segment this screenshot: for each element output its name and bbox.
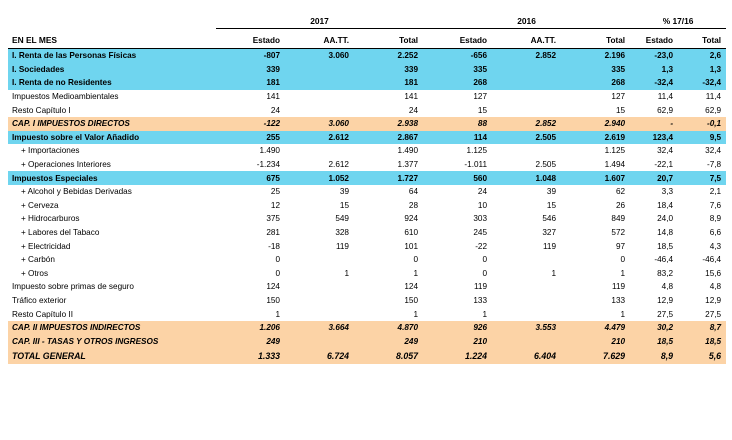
table-row <box>8 253 726 267</box>
cell-2017-total: 1.377 <box>354 158 423 172</box>
row-label: Impuestos Medioambientales <box>8 90 216 104</box>
row-label: Impuestos Especiales <box>8 171 216 185</box>
header-columns-row <box>8 29 726 49</box>
cell-2016-estado: -656 <box>423 49 492 63</box>
cell-2017-estado: 141 <box>216 90 285 104</box>
cell-2016-estado: 10 <box>423 199 492 213</box>
cell-2017-estado: 281 <box>216 226 285 240</box>
cell-2017-aatt <box>285 253 354 267</box>
header-year-row <box>8 8 726 29</box>
cell-2017-estado: 249 <box>216 334 285 348</box>
table-row <box>8 280 726 294</box>
cell-2017-total: 141 <box>354 90 423 104</box>
cell-pct-estado: 18,5 <box>630 334 678 348</box>
table-row <box>8 321 726 335</box>
cell-pct-estado: 11,4 <box>630 90 678 104</box>
cell-2016-total: 335 <box>561 63 630 77</box>
cell-2016-estado: -1.011 <box>423 158 492 172</box>
cell-2016-total: 26 <box>561 199 630 213</box>
cell-2016-aatt <box>492 307 561 321</box>
cell-2016-aatt: 3.553 <box>492 321 561 335</box>
cell-pct-total: 9,5 <box>678 131 726 145</box>
cell-2017-aatt <box>285 334 354 348</box>
cell-2017-estado: 1.206 <box>216 321 285 335</box>
cell-pct-total: 7,6 <box>678 199 726 213</box>
cell-pct-total: 8,7 <box>678 321 726 335</box>
cell-2017-estado: 375 <box>216 212 285 226</box>
header-year-blank <box>8 8 216 29</box>
table-body <box>8 49 726 365</box>
cell-2017-total: 0 <box>354 253 423 267</box>
cell-pct-total: 1,3 <box>678 63 726 77</box>
cell-2016-estado: 119 <box>423 280 492 294</box>
row-label: + Alcohol y Bebidas Derivadas <box>8 185 216 199</box>
cell-2016-total: 119 <box>561 280 630 294</box>
table-row <box>8 226 726 240</box>
cell-2017-total: 1.727 <box>354 171 423 185</box>
cell-2017-aatt: 15 <box>285 199 354 213</box>
cell-pct-estado: 14,8 <box>630 226 678 240</box>
table-row <box>8 90 726 104</box>
row-label: CAP. II IMPUESTOS INDIRECTOS <box>8 321 216 335</box>
tax-revenue-table-sheet <box>0 8 732 440</box>
cell-pct-estado: 18,5 <box>630 239 678 253</box>
cell-2016-total: 1.125 <box>561 144 630 158</box>
cell-2016-total: 15 <box>561 103 630 117</box>
row-label: + Labores del Tabaco <box>8 226 216 240</box>
table-row <box>8 63 726 77</box>
cell-2016-aatt: 119 <box>492 239 561 253</box>
cell-2017-estado: -122 <box>216 117 285 131</box>
cell-2016-estado: 15 <box>423 103 492 117</box>
cell-2017-aatt <box>285 294 354 308</box>
header-year-2016: 2016 <box>423 8 630 29</box>
cell-2016-estado: 303 <box>423 212 492 226</box>
cell-pct-total: -46,4 <box>678 253 726 267</box>
cell-2016-aatt: 2.505 <box>492 131 561 145</box>
cell-pct-total: -0,1 <box>678 117 726 131</box>
cell-2017-aatt <box>285 103 354 117</box>
row-label: + Hidrocarburos <box>8 212 216 226</box>
row-label: I. Renta de las Personas Físicas <box>8 49 216 63</box>
cell-pct-total: -7,8 <box>678 158 726 172</box>
cell-2016-aatt: 1.048 <box>492 171 561 185</box>
cell-2016-aatt <box>492 76 561 90</box>
cell-2016-total: 2.619 <box>561 131 630 145</box>
cell-2017-estado: 0 <box>216 267 285 281</box>
table-row <box>8 76 726 90</box>
cell-2017-total: 2.867 <box>354 131 423 145</box>
row-label: + Carbón <box>8 253 216 267</box>
cell-pct-total: 15,6 <box>678 267 726 281</box>
cell-2016-total: 4.479 <box>561 321 630 335</box>
cell-pct-estado: 32,4 <box>630 144 678 158</box>
table-row <box>8 158 726 172</box>
cell-pct-total: 4,3 <box>678 239 726 253</box>
cell-2017-aatt: 3.664 <box>285 321 354 335</box>
cell-2016-estado: 0 <box>423 267 492 281</box>
cell-2016-aatt <box>492 90 561 104</box>
cell-2017-aatt <box>285 76 354 90</box>
row-label: + Operaciones Interiores <box>8 158 216 172</box>
cell-2016-aatt: 2.505 <box>492 158 561 172</box>
cell-pct-estado: 62,9 <box>630 103 678 117</box>
header-col-2016-estado: Estado <box>459 36 488 45</box>
cell-pct-estado: 24,0 <box>630 212 678 226</box>
cell-2016-total: 133 <box>561 294 630 308</box>
cell-2016-estado: 1.125 <box>423 144 492 158</box>
cell-2017-estado: 150 <box>216 294 285 308</box>
cell-2017-aatt: 1.052 <box>285 171 354 185</box>
cell-pct-estado: 27,5 <box>630 307 678 321</box>
cell-2017-aatt: 549 <box>285 212 354 226</box>
cell-pct-total: 8,9 <box>678 212 726 226</box>
row-label: + Cerveza <box>8 199 216 213</box>
table-head-group <box>8 8 726 49</box>
table-row <box>8 185 726 199</box>
row-label: Resto Capítulo I <box>8 103 216 117</box>
cell-pct-total: 32,4 <box>678 144 726 158</box>
table-row <box>8 171 726 185</box>
cell-2017-total: 101 <box>354 239 423 253</box>
cell-2016-estado: 210 <box>423 334 492 348</box>
cell-2016-total: 1.607 <box>561 171 630 185</box>
cell-2017-total: 24 <box>354 103 423 117</box>
row-label: CAP. III - TASAS Y OTROS INGRESOS <box>8 334 216 348</box>
cell-pct-total: 5,6 <box>678 348 726 364</box>
header-col-2017-total: Total <box>399 36 419 45</box>
cell-2016-aatt <box>492 253 561 267</box>
cell-2016-total: 127 <box>561 90 630 104</box>
cell-2017-total: 28 <box>354 199 423 213</box>
cell-2016-total: 0 <box>561 253 630 267</box>
header-col-2016-aatt: AA.TT. <box>530 36 557 45</box>
cell-2016-estado: 926 <box>423 321 492 335</box>
cell-2017-aatt <box>285 307 354 321</box>
cell-pct-estado: - <box>630 117 678 131</box>
cell-2017-total: 249 <box>354 334 423 348</box>
cell-2017-total: 1 <box>354 307 423 321</box>
cell-2017-estado: -18 <box>216 239 285 253</box>
header-col-pct-estado: Estado <box>645 36 674 45</box>
table-row <box>8 239 726 253</box>
cell-pct-estado: -22,1 <box>630 158 678 172</box>
cell-2017-total: 339 <box>354 63 423 77</box>
cell-pct-total: 2,6 <box>678 49 726 63</box>
cell-pct-estado: 83,2 <box>630 267 678 281</box>
cell-2016-aatt: 39 <box>492 185 561 199</box>
table-row <box>8 103 726 117</box>
row-label: Resto Capítulo II <box>8 307 216 321</box>
cell-2016-estado: 114 <box>423 131 492 145</box>
table-row <box>8 144 726 158</box>
cell-2016-estado: 1 <box>423 307 492 321</box>
header-col-2017-estado: Estado <box>252 36 280 45</box>
header-col-pct-total: Total <box>702 36 722 45</box>
table-row <box>8 131 726 145</box>
table-row <box>8 117 726 131</box>
cell-2017-aatt <box>285 144 354 158</box>
cell-pct-total: 27,5 <box>678 307 726 321</box>
row-label: + Electricidad <box>8 239 216 253</box>
cell-2017-total: 8.057 <box>354 348 423 364</box>
table-row <box>8 212 726 226</box>
table-row <box>8 49 726 63</box>
cell-pct-estado: 20,7 <box>630 171 678 185</box>
cell-2016-total: 1 <box>561 307 630 321</box>
cell-2016-total: 849 <box>561 212 630 226</box>
cell-pct-estado: 30,2 <box>630 321 678 335</box>
cell-pct-estado: 123,4 <box>630 131 678 145</box>
cell-2016-aatt: 2.852 <box>492 117 561 131</box>
cell-2016-aatt: 15 <box>492 199 561 213</box>
cell-2016-aatt: 2.852 <box>492 49 561 63</box>
cell-pct-estado: -23,0 <box>630 49 678 63</box>
cell-2017-total: 2.938 <box>354 117 423 131</box>
cell-2017-aatt: 39 <box>285 185 354 199</box>
cell-2017-total: 610 <box>354 226 423 240</box>
cell-2016-aatt <box>492 144 561 158</box>
cell-2017-aatt: 3.060 <box>285 49 354 63</box>
cell-2017-aatt: 328 <box>285 226 354 240</box>
table-row <box>8 307 726 321</box>
cell-pct-estado: 3,3 <box>630 185 678 199</box>
header-col-2017-aatt: AA.TT. <box>323 36 349 45</box>
cell-2016-estado: 133 <box>423 294 492 308</box>
header-row-label: EN EL MES <box>12 35 57 45</box>
cell-2017-aatt: 2.612 <box>285 158 354 172</box>
cell-2016-total: 572 <box>561 226 630 240</box>
cell-pct-total: 62,9 <box>678 103 726 117</box>
cell-2017-estado: 1 <box>216 307 285 321</box>
cell-2017-total: 181 <box>354 76 423 90</box>
cell-2017-estado: 675 <box>216 171 285 185</box>
cell-pct-estado: 4,8 <box>630 280 678 294</box>
cell-2017-aatt: 119 <box>285 239 354 253</box>
cell-pct-estado: 8,9 <box>630 348 678 364</box>
cell-2016-total: 210 <box>561 334 630 348</box>
row-label: Impuesto sobre el Valor Añadido <box>8 131 216 145</box>
cell-2017-aatt <box>285 90 354 104</box>
cell-2017-estado: 339 <box>216 63 285 77</box>
header-col-2016-total: Total <box>606 36 626 45</box>
row-label: I. Sociedades <box>8 63 216 77</box>
cell-pct-total: 18,5 <box>678 334 726 348</box>
cell-2017-total: 2.252 <box>354 49 423 63</box>
cell-pct-estado: 1,3 <box>630 63 678 77</box>
cell-2016-aatt: 6.404 <box>492 348 561 364</box>
cell-2016-estado: 560 <box>423 171 492 185</box>
header-year-2017: 2017 <box>216 8 423 29</box>
cell-2016-total: 62 <box>561 185 630 199</box>
tax-revenue-table <box>8 8 726 364</box>
cell-2016-estado: 335 <box>423 63 492 77</box>
cell-2016-total: 2.196 <box>561 49 630 63</box>
cell-2016-estado: 127 <box>423 90 492 104</box>
cell-2016-total: 2.940 <box>561 117 630 131</box>
cell-pct-total: 7,5 <box>678 171 726 185</box>
row-label: TOTAL GENERAL <box>8 348 216 364</box>
table-row <box>8 199 726 213</box>
cell-2016-aatt: 546 <box>492 212 561 226</box>
cell-2017-estado: 12 <box>216 199 285 213</box>
cell-pct-total: 11,4 <box>678 90 726 104</box>
cell-2017-estado: 255 <box>216 131 285 145</box>
cell-2017-total: 1 <box>354 267 423 281</box>
table-row <box>8 334 726 348</box>
cell-2017-estado: 181 <box>216 76 285 90</box>
cell-2016-estado: 88 <box>423 117 492 131</box>
cell-2017-estado: -807 <box>216 49 285 63</box>
cell-pct-total: 12,9 <box>678 294 726 308</box>
cell-pct-estado: -32,4 <box>630 76 678 90</box>
cell-2017-estado: 25 <box>216 185 285 199</box>
cell-2016-estado: 268 <box>423 76 492 90</box>
cell-2017-total: 1.490 <box>354 144 423 158</box>
cell-2016-estado: -22 <box>423 239 492 253</box>
cell-2016-total: 7.629 <box>561 348 630 364</box>
cell-pct-total: 2,1 <box>678 185 726 199</box>
cell-2017-total: 150 <box>354 294 423 308</box>
cell-2016-aatt <box>492 280 561 294</box>
row-label: Impuesto sobre primas de seguro <box>8 280 216 294</box>
row-label: I. Renta de no Residentes <box>8 76 216 90</box>
cell-2016-total: 268 <box>561 76 630 90</box>
cell-pct-total: 6,6 <box>678 226 726 240</box>
cell-2016-aatt <box>492 334 561 348</box>
table-row <box>8 294 726 308</box>
cell-2017-estado: 1.333 <box>216 348 285 364</box>
cell-2017-aatt: 3.060 <box>285 117 354 131</box>
cell-pct-estado: -46,4 <box>630 253 678 267</box>
cell-2016-aatt <box>492 294 561 308</box>
cell-2017-total: 4.870 <box>354 321 423 335</box>
header-year-pct: % 17/16 <box>630 8 726 29</box>
cell-2016-aatt <box>492 63 561 77</box>
cell-2017-estado: 0 <box>216 253 285 267</box>
cell-2017-aatt: 6.724 <box>285 348 354 364</box>
cell-2017-estado: -1.234 <box>216 158 285 172</box>
cell-2017-aatt: 1 <box>285 267 354 281</box>
cell-pct-total: -32,4 <box>678 76 726 90</box>
cell-2017-estado: 24 <box>216 103 285 117</box>
cell-2017-total: 124 <box>354 280 423 294</box>
cell-2016-total: 1.494 <box>561 158 630 172</box>
cell-2017-total: 924 <box>354 212 423 226</box>
cell-2016-estado: 245 <box>423 226 492 240</box>
cell-2016-total: 1 <box>561 267 630 281</box>
cell-2017-aatt <box>285 280 354 294</box>
cell-2017-aatt <box>285 63 354 77</box>
row-label: Tráfico exterior <box>8 294 216 308</box>
row-label: + Importaciones <box>8 144 216 158</box>
cell-2016-estado: 0 <box>423 253 492 267</box>
cell-pct-estado: 12,9 <box>630 294 678 308</box>
cell-2016-aatt: 1 <box>492 267 561 281</box>
cell-2017-estado: 1.490 <box>216 144 285 158</box>
cell-2016-aatt <box>492 103 561 117</box>
cell-2017-total: 64 <box>354 185 423 199</box>
cell-2016-total: 97 <box>561 239 630 253</box>
row-label: CAP. I IMPUESTOS DIRECTOS <box>8 117 216 131</box>
cell-2016-estado: 1.224 <box>423 348 492 364</box>
cell-pct-estado: 18,4 <box>630 199 678 213</box>
row-label: + Otros <box>8 267 216 281</box>
cell-pct-total: 4,8 <box>678 280 726 294</box>
cell-2017-estado: 124 <box>216 280 285 294</box>
table-row <box>8 348 726 364</box>
cell-2016-aatt: 327 <box>492 226 561 240</box>
cell-2016-estado: 24 <box>423 185 492 199</box>
cell-2017-aatt: 2.612 <box>285 131 354 145</box>
table-row <box>8 267 726 281</box>
